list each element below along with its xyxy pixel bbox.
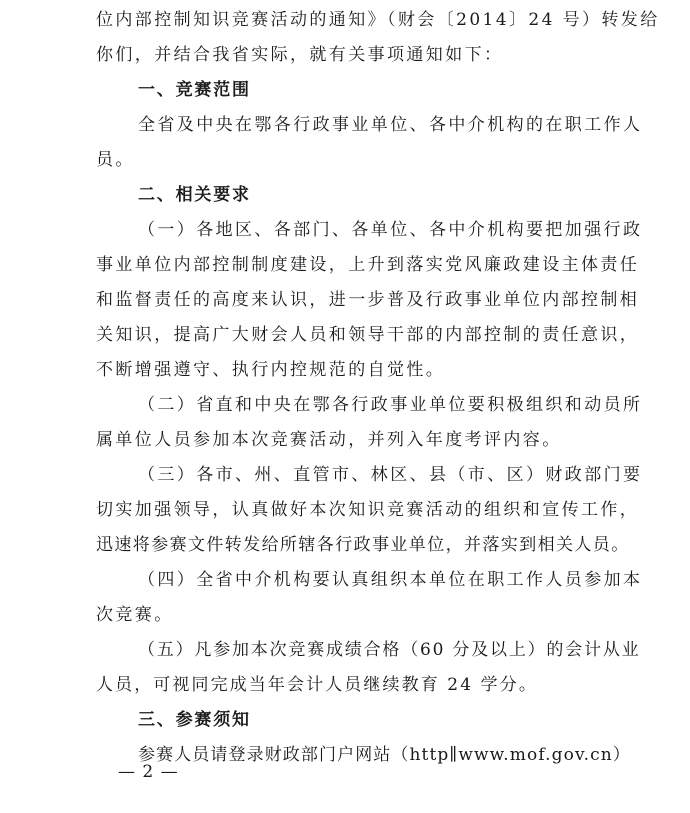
participation-line-1: 参赛人员请登录财政部门户网站（http∥www.mof.gov.cn） (138, 745, 631, 765)
intro-line-1: 位内部控制知识竞赛活动的通知》（财会〔2014〕24 号）转发给 (96, 10, 660, 30)
intro-line-2: 你们，并结合我省实际，就有关事项通知如下： (96, 45, 504, 65)
requirement-3-line-2: 切实加强领导，认真做好本次知识竞赛活动的组织和宣传工作， (96, 500, 640, 520)
section-heading-scope: 一、竞赛范围 (138, 80, 251, 100)
section-heading-participation: 三、参赛须知 (138, 710, 251, 730)
requirement-1-line-4: 关知识，提高广大财会人员和领导干部的内部控制的责任意识， (96, 325, 640, 345)
requirement-5-line-2: 人员，可视同完成当年会计人员继续教育 24 学分。 (96, 675, 538, 695)
section-heading-requirements: 二、相关要求 (138, 185, 251, 205)
requirement-4-line-2: 次竞赛。 (96, 605, 174, 625)
requirement-4-line-1: （四）全省中介机构要认真组织本单位在职工作人员参加本 (138, 570, 643, 590)
requirement-2-line-1: （二）省直和中央在鄂各行政事业单位要积极组织和动员所 (138, 395, 643, 415)
page-number: — 2 — (118, 762, 179, 782)
requirement-2-line-2: 属单位人员参加本次竞赛活动，并列入年度考评内容。 (96, 430, 562, 450)
requirement-1-line-5: 不断增强遵守、执行内控规范的自觉性。 (96, 360, 446, 380)
requirement-1-line-2: 事业单位内部控制制度建设，上升到落实党风廉政建设主体责任 (96, 255, 640, 275)
requirement-3-line-1: （三）各市、州、直管市、林区、县（市、区）财政部门要 (138, 465, 643, 485)
requirement-5-line-1: （五）凡参加本次竞赛成绩合格（60 分及以上）的会计从业 (138, 640, 641, 660)
scope-line-2: 员。 (96, 150, 135, 170)
requirement-1-line-3: 和监督责任的高度来认识，进一步普及行政事业单位内部控制相 (96, 290, 640, 310)
scope-line-1: 全省及中央在鄂各行政事业单位、各中介机构的在职工作人 (138, 115, 643, 135)
requirement-1-line-1: （一）各地区、各部门、各单位、各中介机构要把加强行政 (138, 220, 643, 240)
requirement-3-line-3: 迅速将参赛文件转发给所辖各行政事业单位，并落实到相关人员。 (96, 535, 630, 555)
